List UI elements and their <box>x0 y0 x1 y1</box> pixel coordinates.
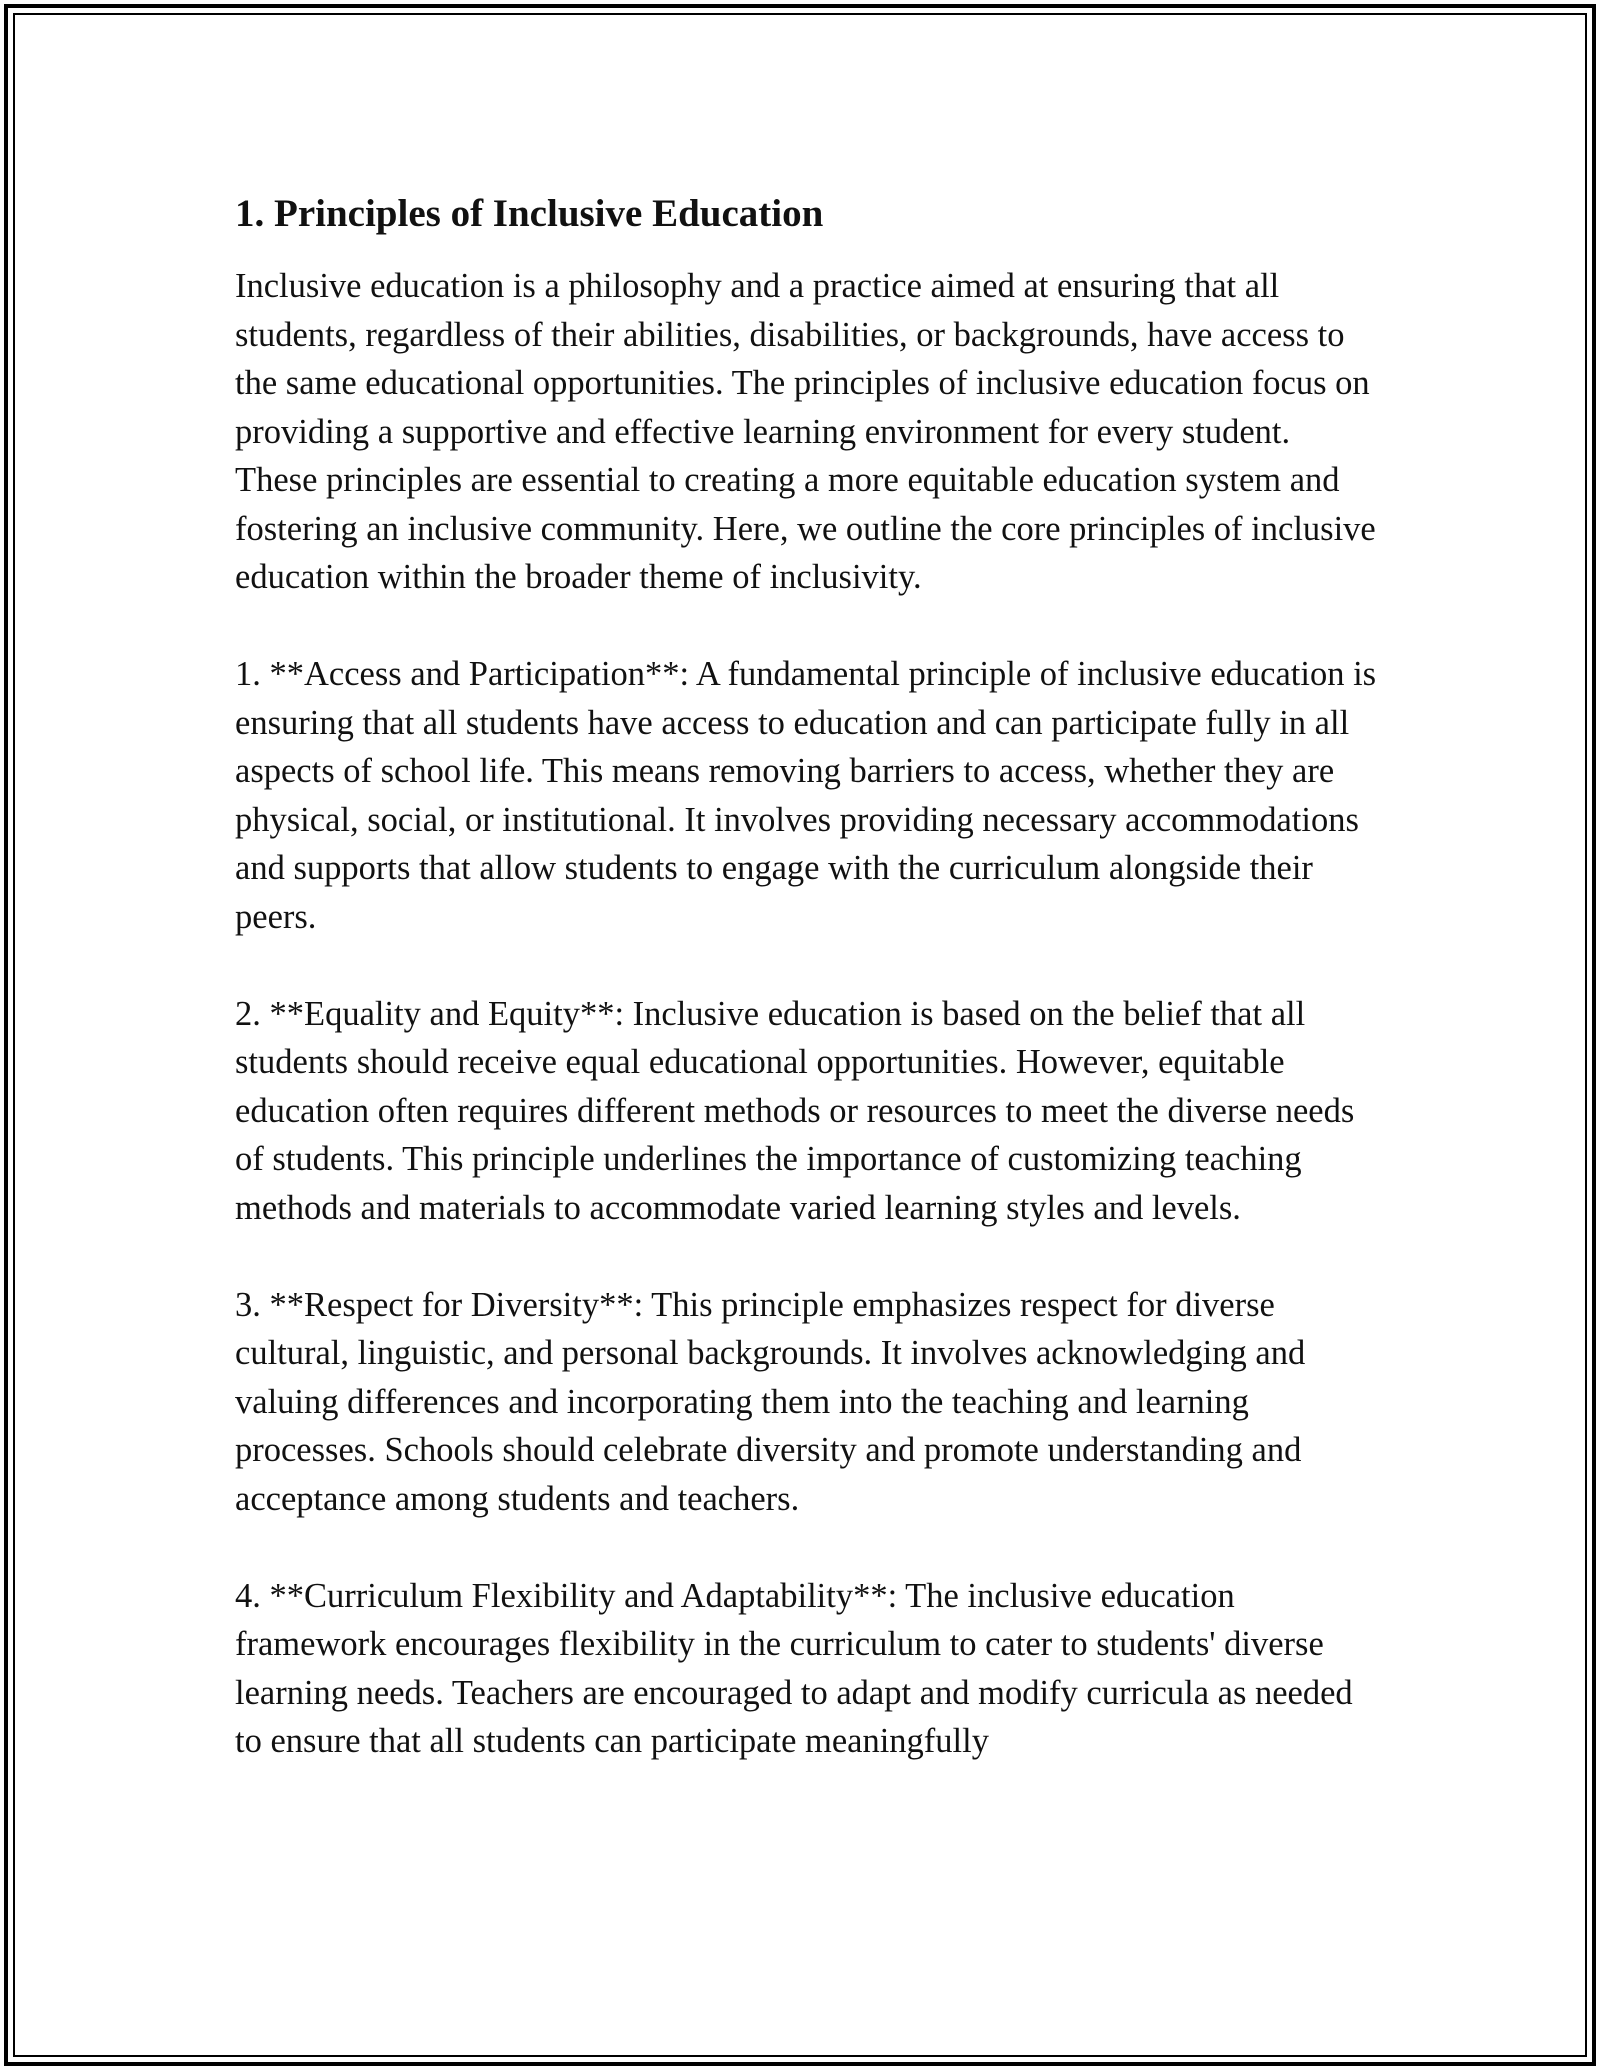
intro-paragraph: Inclusive education is a philosophy and a practice aimed at ensuring that all students, regardless of their abilities, disabilities, or backgrounds, have access to the same educational opportunities. The principles of inclusive education focus on providing a supportive and effective learning environment for every student. These principles are essential to creating a more equitable education system and fostering an inclusive community. Here, we outline the core principles of inclusive education within the broader theme of inclusivity. <box>235 267 1376 596</box>
section-heading: 1. Principles of Inclusive Education <box>235 192 824 235</box>
principle-access-paragraph: 1. **Access and Participation**: A fundamental principle of inclusive education is ensuring that all students have access to education and can participate fully in all aspects of school life. This means removing barriers to access, whether they are physical, social, or institutional. It involves providing necessary accommodations and supports that allow students to engage with the curriculum alongside their peers. <box>235 655 1377 936</box>
document-body <box>235 188 1380 1814</box>
principle-diversity-paragraph: 3. **Respect for Diversity**: This principle emphasizes respect for diverse cultural, linguistic, and personal backgrounds. It involves acknowledging and valuing differences and incorporating them into the teaching and learning processes. Schools should celebrate diversity and promote understanding and acceptance among students and teachers. <box>235 1285 1306 1518</box>
principle-curriculum-paragraph: 4. **Curriculum Flexibility and Adaptability**: The inclusive education framework encourages flexibility in the curriculum to cater to students' diverse learning needs. Teachers are encouraged to adapt and modify curricula as needed to ensure that all students can participate meaningfully <box>235 1576 1353 1760</box>
principle-equality-paragraph: 2. **Equality and Equity**: Inclusive education is based on the belief that all students should receive equal educational opportunities. However, equitable education often requires different methods or resources to meet the diverse needs of students. This principle underlines the importance of customizing teaching methods and materials to accommodate varied learning styles and levels. <box>235 994 1355 1227</box>
